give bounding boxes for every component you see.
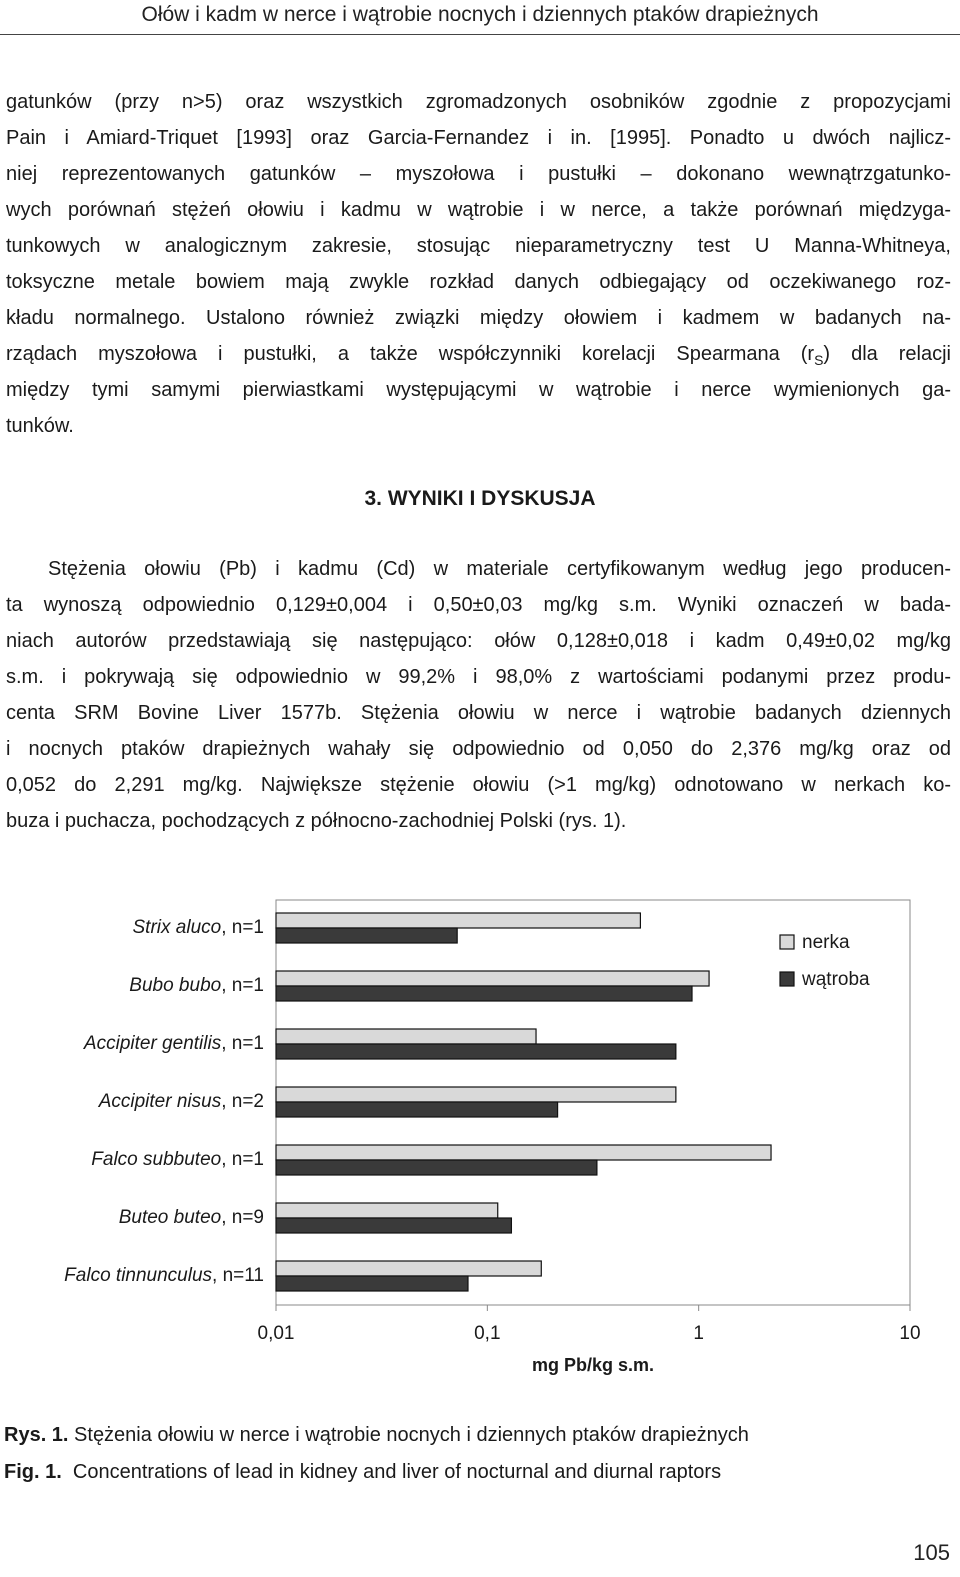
category-label: Falco subbuteo, n=1 (91, 1149, 264, 1170)
caption-text: Concentrations of lead in kidney and liver of nocturnal and diurnal raptors (61, 1461, 722, 1483)
text-line: centa SRM Bovine Liver 1577b. Stężenia ołowiu w nerce i wątrobie badanych dziennych (6, 702, 951, 724)
bar-nerka (276, 1203, 498, 1218)
bar-wątroba (276, 986, 692, 1001)
legend (780, 932, 870, 990)
text-line: między tymi samymi pierwiastkami występującymi w wątrobie i nerce wymienionych ga- (6, 379, 951, 401)
bar-nerka (276, 971, 709, 986)
text-line: i nocnych ptaków drapieżnych wahały się odpowiednio od 0,050 do 2,376 mg/kg oraz od (6, 738, 951, 760)
bar-wątroba (276, 928, 457, 943)
text-line: buza i puchacza, pochodzących z północno-zachodniej Polski (rys. 1). (6, 810, 627, 832)
category-label: Accipiter gentilis, n=1 (83, 1033, 264, 1054)
category-label: Buteo buteo, n=9 (118, 1207, 264, 1228)
methods-paragraph (6, 84, 951, 444)
text-line: Pain i Amiard-Triquet [1993] oraz Garcia-Fernandez i in. [1995]. Ponadto u dwóch najlicz- (6, 127, 951, 149)
text-line: niach autorów przedstawiają się następująco: ołów 0,128±0,018 i kadm 0,49±0,02 mg/kg (6, 630, 951, 652)
bar-nerka (276, 1261, 541, 1276)
bar-wątroba (276, 1218, 511, 1233)
bars-group (276, 913, 771, 1291)
text-line: Stężenia ołowiu (Pb) i kadmu (Cd) w materiale certyfikowanym według jego producen- (48, 558, 951, 580)
bar-nerka (276, 913, 640, 928)
figure-caption-polish (4, 1421, 749, 1449)
bar-wątroba (276, 1044, 676, 1059)
page-number: 105 (913, 1540, 950, 1565)
x-axis-label: mg Pb/kg s.m. (531, 1355, 655, 1375)
bar-nerka (276, 1145, 771, 1160)
running-header: Ołów i kadm w nerce i wątrobie nocnych i dziennych ptaków drapieżnych (141, 3, 819, 26)
x-tick-label: 0,01 (257, 1323, 295, 1344)
text-fragment: rządach myszołowa i pustułki, a także współczynniki korelacji Spearmana (r (6, 343, 815, 365)
category-label: Strix aluco, n=1 (132, 917, 264, 938)
category-label: Accipiter nisus, n=2 (98, 1091, 264, 1112)
results-paragraph (6, 551, 951, 839)
text-line: kładu normalnego. Ustalono również związki między ołowiem i kadmem w badanych na- (6, 307, 951, 329)
category-label: Bubo bubo, n=1 (129, 975, 264, 996)
text-line: tunków. (6, 415, 74, 437)
category-label: Falco tinnunculus, n=11 (64, 1265, 264, 1286)
section-heading: 3. WYNIKI I DYSKUSJA (364, 487, 596, 510)
text-fragment: ) dla relacji (823, 343, 951, 365)
caption-text: Stężenia ołowiu w nerce i wątrobie nocnych i dziennych ptaków drapieżnych (68, 1424, 749, 1446)
legend-label: nerka (802, 932, 850, 953)
figure-caption-english (4, 1458, 721, 1486)
caption-label: Fig. 1. (4, 1461, 62, 1483)
text-line: 0,052 do 2,291 mg/kg. Największe stężenie ołowiu (>1 mg/kg) odnotowano w nerkach ko- (6, 774, 951, 796)
text-line: niej reprezentowanych gatunków – myszołowa i pustułki – dokonano wewnątrzgatunko- (6, 163, 951, 185)
bar-nerka (276, 1087, 676, 1102)
text-line: gatunków (przy n>5) oraz wszystkich zgromadzonych osobników zgodnie z propozycjami (6, 91, 951, 113)
legend-swatch (780, 972, 794, 986)
x-tick-label: 10 (899, 1323, 921, 1344)
text-line: tunkowych w analogicznym zakresie, stosując nieparametryczny test U Manna-Whitneya, (6, 235, 951, 257)
header-rule (0, 34, 960, 35)
legend-label: wątroba (802, 969, 870, 990)
bar-wątroba (276, 1276, 468, 1291)
bar-wątroba (276, 1102, 558, 1117)
legend-swatch (780, 935, 794, 949)
text-line: ta wynoszą odpowiednio 0,129±0,004 i 0,50±0,03 mg/kg s.m. Wyniki oznaczeń w bada- (6, 594, 951, 616)
lead-concentration-chart (0, 895, 960, 1395)
text-line-with-subscript (6, 336, 951, 372)
caption-label: Rys. 1. (4, 1424, 69, 1446)
bar-wątroba (276, 1160, 597, 1175)
x-axis (258, 1305, 921, 1375)
category-labels (64, 917, 264, 1286)
bar-nerka (276, 1029, 536, 1044)
text-line: s.m. i pokrywają się odpowiednio w 99,2% i 98,0% z wartościami podanymi przez produ- (6, 666, 951, 688)
x-tick-label: 1 (693, 1323, 704, 1344)
subscript: S (814, 352, 824, 368)
text-line: toksyczne metale bowiem mają zwykle rozkład danych odbiegający od oczekiwanego roz- (6, 271, 951, 293)
x-tick-label: 0,1 (474, 1323, 501, 1344)
text-line: wych porównań stężeń ołowiu i kadmu w wątrobie i w nerce, a także porównań międzyga- (6, 199, 951, 221)
